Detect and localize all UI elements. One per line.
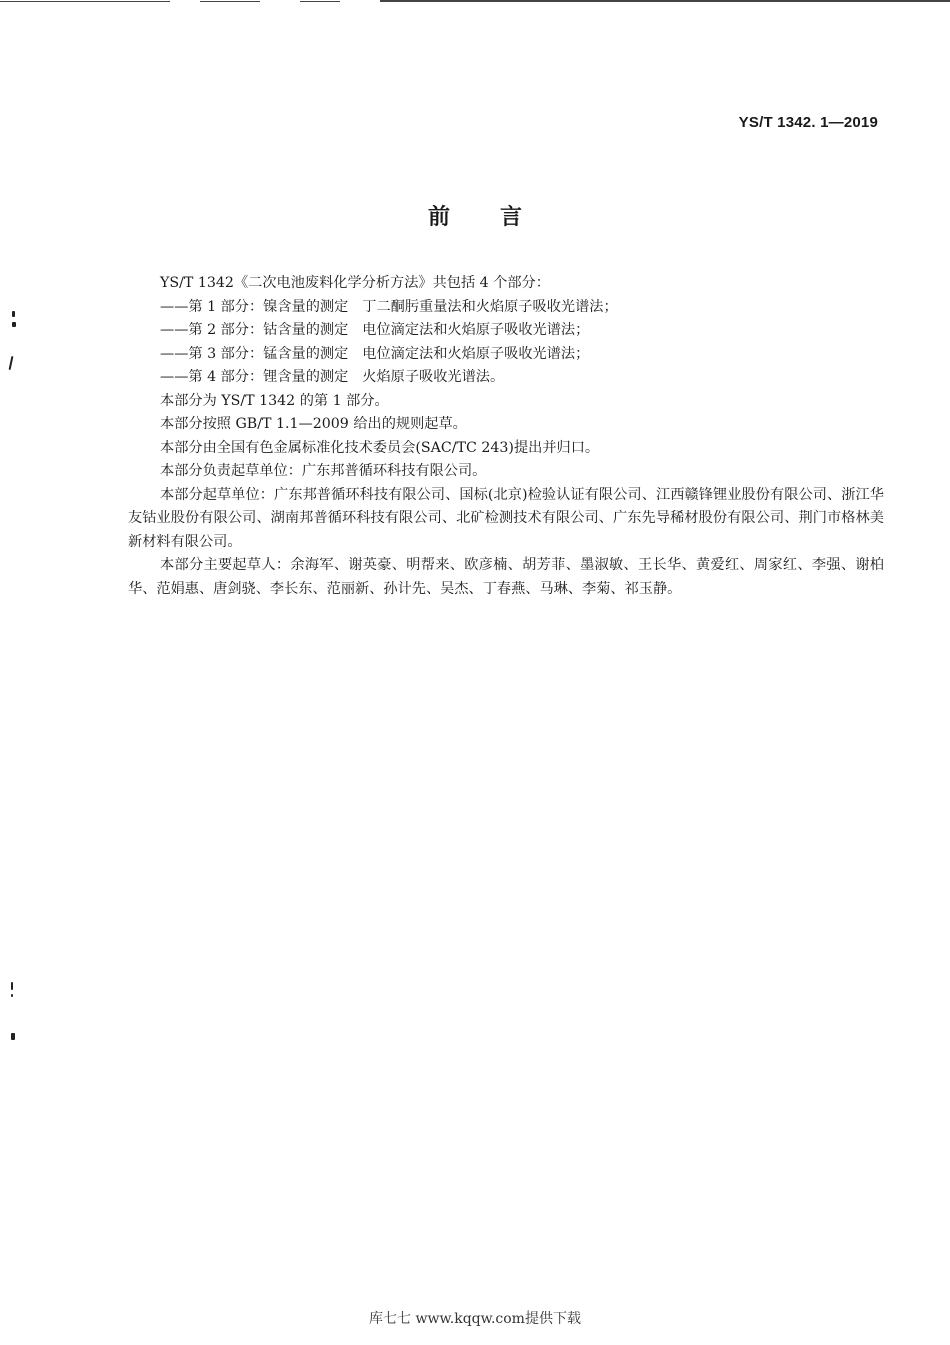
part-list-item (128, 343, 884, 367)
part-method: 丁二酮肟重量法和火焰原子吸收光谱法； (362, 298, 618, 315)
part-method: 火焰原子吸收光谱法。 (362, 369, 505, 385)
scan-speck (11, 994, 13, 997)
part-label: ——第 3 部分：锰含量的测定 (160, 345, 349, 362)
part-list-item (128, 319, 884, 343)
part-label: ——第 1 部分：镍含量的测定 (160, 298, 349, 315)
main-drafters-paragraph: 本部分主要起草人：余海军、谢英豪、明帮来、欧彦楠、胡芳菲、墨淑敏、王长华、黄爱红、周家红、李强、谢柏华、范娟惠、唐剑骁、李长东、范丽新、孙计先、吴杰、丁春燕、马琳、李菊、祁玉静。 (128, 557, 884, 597)
drafting-units-paragraph: 本部分起草单位：广东邦普循环科技有限公司、国标(北京)检验认证有限公司、江西赣锋锂业股份有限公司、浙江华友钴业股份有限公司、湖南邦普循环科技有限公司、北矿检测技术有限公司、广东先导稀材股份有限公司、荆门市格林美新材料有限公司。 (128, 486, 884, 550)
page-title: 前言 (427, 205, 572, 230)
this-part-paragraph: 本部分为 YS/T 1342 的第 1 部分。 (160, 392, 389, 409)
scan-speck (11, 1033, 15, 1040)
scan-speck (9, 356, 14, 370)
responsible-unit-paragraph: 本部分负责起草单位：广东邦普循环科技有限公司。 (160, 463, 487, 479)
part-label: ——第 4 部分：锂含量的测定 (160, 369, 349, 385)
drafting-rules-paragraph: 本部分按照 GB/T 1.1—2009 给出的规则起草。 (160, 416, 467, 432)
standard-number: YS/T 1342. 1—2019 (738, 114, 878, 131)
scan-speck (12, 322, 16, 327)
scan-speck (11, 982, 13, 990)
download-footer: 库七七 www.kqqw.com提供下载 (369, 1311, 581, 1327)
preface-body (128, 272, 884, 601)
part-list-item (128, 296, 884, 320)
part-method: 电位滴定法和火焰原子吸收光谱法； (362, 345, 590, 362)
scan-speck (12, 311, 15, 317)
top-border-rule (0, 0, 950, 4)
part-label: ——第 2 部分：钴含量的测定 (160, 322, 349, 338)
intro-paragraph: YS/T 1342《二次电池废料化学分析方法》共包括 4 个部分： (160, 275, 550, 291)
part-list-item (128, 366, 884, 390)
proposed-by-paragraph: 本部分由全国有色金属标准化技术委员会(SAC/TC 243)提出并归口。 (160, 439, 600, 456)
part-method: 电位滴定法和火焰原子吸收光谱法； (362, 322, 590, 338)
